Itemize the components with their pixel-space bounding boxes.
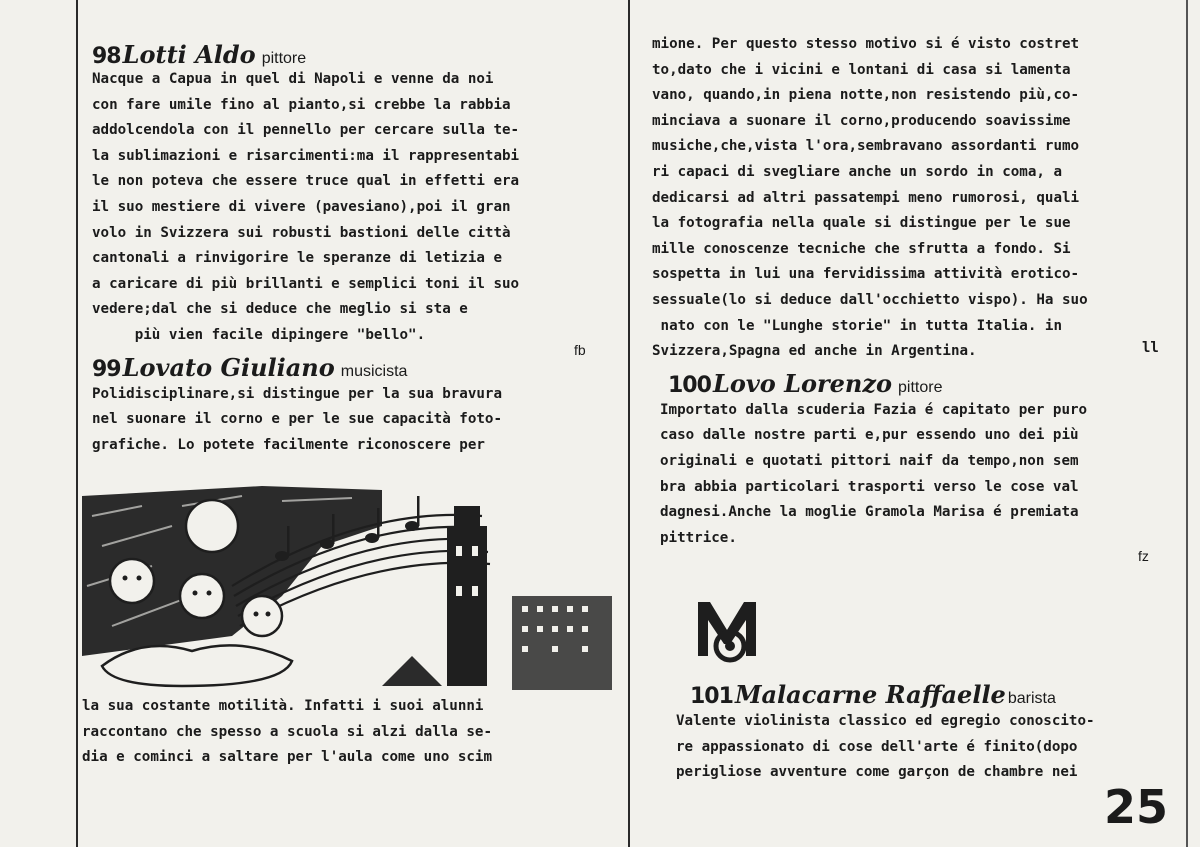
musicians-illustration — [82, 486, 612, 690]
entry-101-text — [676, 709, 1186, 786]
text-line: raccontano che spesso a scuola si alzi dalla se- — [82, 723, 492, 740]
section-letter: M — [726, 634, 728, 635]
entry-100-text — [660, 398, 1180, 552]
text-line: volo in Svizzera sui robusti bastioni delle città — [92, 224, 511, 241]
text-line: la fotografia nella quale si distingue per le sue — [652, 215, 1071, 232]
entry-101-block — [676, 680, 1186, 786]
text-line: con fare umile fino al pianto,si crebbe la rabbia — [92, 96, 511, 113]
text-line: addolcendola con il pennello per cercare sulla te- — [92, 122, 520, 139]
entry-99-text-continued — [652, 32, 1180, 365]
text-line: mille conoscenze tecniche che sfrutta a fondo. Si — [652, 240, 1071, 257]
entry-100-role: pittore — [898, 378, 943, 396]
entry-101-name: Malacarne Raffaelle — [734, 680, 1006, 709]
text-line: ri capaci di svegliare anche un sordo in coma, a — [652, 163, 1062, 180]
text-line: minciava a suonare il corno,producendo soavissime — [652, 112, 1071, 129]
text-line: vedere;dal che si deduce che meglio si sta e — [92, 301, 468, 318]
entry-99-heading — [92, 353, 612, 382]
entry-98-text — [92, 67, 612, 349]
text-line: Valente violinista classico ed egregio conoscito- — [676, 713, 1095, 729]
text-line: sessuale(lo si deduce dall'occhietto vispo). Ha suo — [652, 291, 1088, 308]
entry-101-heading — [690, 680, 1186, 709]
entry-101-role: barista — [1007, 690, 1056, 707]
text-line: nato con le "Lunghe storie" in tutta Italia. in — [652, 317, 1062, 334]
page-number: 25 — [1104, 780, 1169, 834]
text-line: grafiche. Lo potete facilmente riconoscere per — [92, 436, 485, 453]
right-column — [652, 32, 1180, 551]
entry-99-number: 99 — [92, 356, 121, 382]
text-line: mione. Per questo stesso motivo si é visto costret — [652, 36, 1080, 52]
text-line: pittrice. — [660, 529, 737, 546]
text-line: cantonali a rinvigorire le speranze di letizia e — [92, 250, 502, 267]
text-line: dagnesi.Anche la moglie Gramola Marisa é premiata — [660, 504, 1079, 521]
text-line: re appassionato di cose dell'arte é finito(dopo — [676, 738, 1078, 755]
entry-98-initials: fb — [574, 342, 586, 358]
entry-100-initials: fz — [1138, 548, 1149, 564]
entry-100-number: 100 — [668, 372, 711, 398]
entry-101-number: 101 — [690, 684, 733, 709]
text-line: la sublimazioni e risarcimenti:ma il rappresentabi — [92, 147, 520, 164]
text-line: caso dalle nostre parti e,pur essendo uno dei più — [660, 427, 1079, 444]
text-line: originali e quotati pittori naif da tempo,non sem — [660, 452, 1079, 469]
entry-100-heading — [668, 369, 1180, 398]
text-line: musiche,che,vista l'ora,sembravano assordanti rumo — [652, 138, 1080, 155]
text-line: il suo mestiere di vivere (pavesiano),poi il gran — [92, 198, 511, 215]
entry-98-role: pittore — [261, 50, 307, 67]
text-line: dia e cominci a saltare per l'aula come uno scim — [82, 749, 492, 766]
text-line: dedicarsi ad altri passatempi meno rumorosi, quali — [652, 189, 1080, 206]
text-line: a caricare di più brillanti e semplici toni il suo — [92, 275, 520, 292]
text-line: perigliose avventure come garçon de chambre nei — [676, 764, 1078, 781]
text-line: Polidisciplinare,si distingue per la sua bravura — [92, 385, 502, 402]
entry-99-name: Lovato Giuliano — [122, 352, 335, 382]
right-margin-line — [1186, 0, 1188, 847]
text-line: le non poteva che essere truce qual in effetti era — [92, 173, 520, 190]
text-line: bra abbia particolari trasporti verso le cose val — [660, 478, 1079, 495]
entry-99-end-mark: ll — [1142, 340, 1159, 356]
entry-99-text-bottom — [82, 694, 612, 771]
entry-99-text-bottom-wrap — [82, 694, 612, 771]
left-column — [92, 40, 612, 458]
entry-98-name: Lotti Aldo — [122, 40, 256, 69]
text-line: Nacque a Capua in quel di Napoli e venne da noi — [92, 71, 494, 87]
center-fold-line — [628, 0, 630, 847]
entry-99-text-top — [92, 382, 612, 459]
entry-100-name: Lovo Lorenzo — [712, 368, 893, 398]
text-line: Svizzera,Spagna ed anche in Argentina. — [652, 343, 977, 360]
text-line: più vien facile dipingere "bello". — [92, 326, 426, 343]
left-margin-line — [76, 0, 78, 847]
section-letter-m-icon — [692, 594, 762, 664]
entry-98-heading — [92, 40, 612, 69]
text-line: to,dato che i vicini e lontani di casa si lamenta — [652, 61, 1071, 78]
entry-99-role: musicista — [340, 362, 408, 380]
text-line: nel suonare il corno e per le sue capacità foto- — [92, 411, 502, 428]
text-line: la sua costante motilità. Infatti i suoi alunni — [82, 698, 484, 714]
entry-98-number: 98 — [92, 44, 121, 69]
text-line: Importato dalla scuderia Fazia é capitato per puro — [660, 401, 1088, 418]
text-line: sospetta in lui una fervidissima attività erotico- — [652, 266, 1080, 283]
text-line: vano, quando,in piena notte,non resistendo più,co- — [652, 87, 1080, 104]
